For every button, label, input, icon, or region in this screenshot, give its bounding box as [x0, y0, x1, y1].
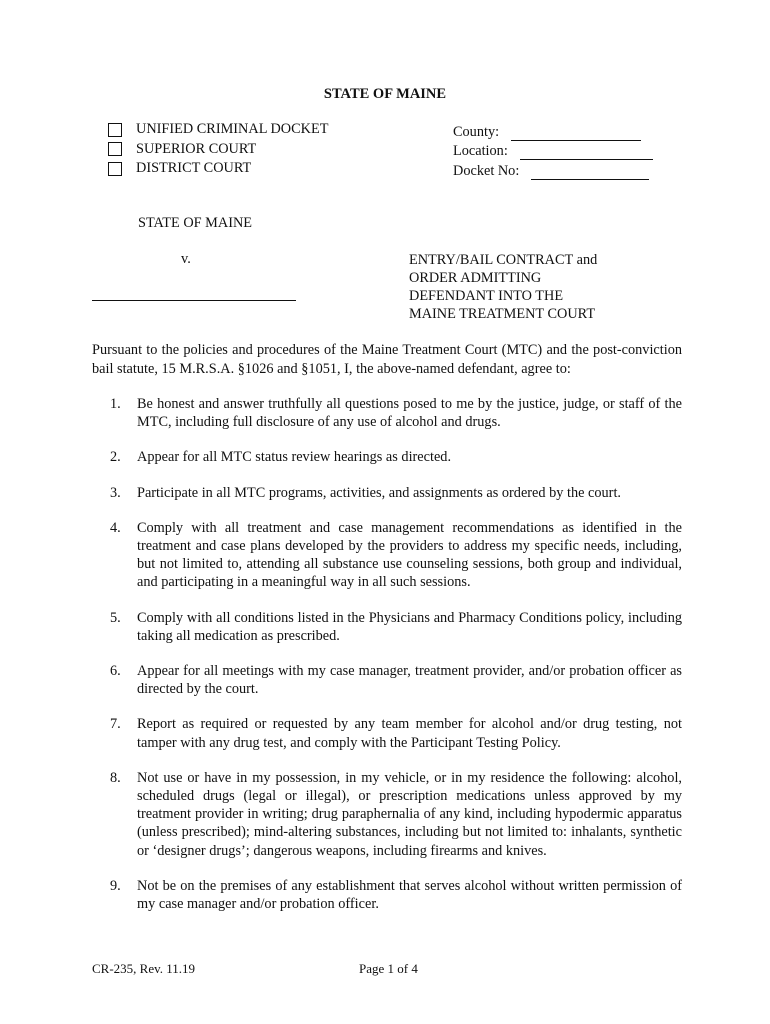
page-number: Page 1 of 4 — [359, 961, 418, 976]
list-item — [110, 769, 682, 860]
superior-court-checkbox[interactable] — [108, 142, 122, 156]
document-header-title: STATE OF MAINE — [323, 86, 447, 102]
list-item-text: Be honest and answer truthfully all questions posed to me by the justice, judge, or staff of the MTC, including full disclosure of any use of alcohol and drugs. — [137, 396, 682, 431]
document-title-line: ENTRY/BAIL CONTRACT and — [409, 252, 598, 268]
list-item-number: 3. — [110, 484, 121, 501]
list-item — [110, 448, 682, 466]
docket-number-field[interactable] — [531, 166, 649, 180]
list-item-number: 5. — [110, 609, 121, 626]
list-item-text: Participate in all MTC programs, activities, and assignments as ordered by the court. — [137, 484, 621, 501]
plaintiff-name: STATE OF MAINE — [138, 215, 253, 231]
conditions-list — [110, 395, 682, 913]
list-item — [110, 877, 682, 913]
list-item-number: 6. — [110, 663, 121, 680]
county-field-row — [453, 121, 653, 141]
list-item — [110, 715, 682, 751]
form-id: CR-235, Rev. 11.19 — [92, 961, 196, 976]
list-item — [110, 395, 682, 431]
list-item — [110, 519, 682, 592]
court-option-label: SUPERIOR COURT — [136, 140, 257, 157]
list-item-text: Not use or have in my possession, in my vehicle, or in my residence the following: alcohol, scheduled drugs (legal or illegal), or prescription medications unless approved by my treatment provider in writing; drug paraphernalia of any kind, including hypodermic apparatus (unless prescribed); mind-altering substances, including but not limited to: inhalants, synthetic or ‘designer drugs’; dangerous weapons, including firearms and knives. — [137, 769, 682, 859]
list-item — [110, 484, 682, 502]
list-item-number: 1. — [110, 396, 121, 412]
intro-paragraph: Pursuant to the policies and procedures of the Maine Treatment Court (MTC) and the post-conviction bail statute, 15 M.R.S.A. §1026 and §1051, I, the above-named defendant, agree to: — [92, 342, 682, 377]
docket-label: Docket No: — [453, 162, 520, 179]
list-item-number: 9. — [110, 877, 121, 894]
list-item-number: 7. — [110, 716, 121, 733]
court-option-label: UNIFIED CRIMINAL DOCKET — [136, 121, 329, 138]
court-option-district[interactable] — [108, 159, 328, 179]
court-option-label: DISTRICT COURT — [136, 160, 252, 177]
list-item — [110, 609, 682, 645]
location-field[interactable] — [520, 146, 653, 160]
case-fields — [453, 121, 653, 180]
list-item-text: Comply with all conditions listed in the Physicians and Pharmacy Conditions policy, including taking all medication as prescribed. — [137, 609, 682, 644]
list-item-text: Appear for all MTC status review hearings as directed. — [137, 449, 452, 466]
docket-field-row — [453, 160, 653, 180]
district-court-checkbox[interactable] — [108, 162, 122, 176]
court-selection — [108, 120, 328, 179]
versus-label: v. — [181, 251, 191, 267]
list-item-text: Not be on the premises of any establishment that serves alcohol without written permission of my case manager and/or probation officer. — [137, 877, 682, 913]
list-item — [110, 662, 682, 698]
list-item-number: 4. — [110, 519, 121, 536]
defendant-name-line[interactable] — [92, 300, 296, 301]
document-title — [409, 251, 597, 323]
document-title-line: ORDER ADMITTING — [409, 270, 542, 286]
list-item-number: 8. — [110, 769, 121, 786]
county-label: County: — [453, 123, 500, 140]
list-item-text: Comply with all treatment and case management recommendations as identified in the treatment and case plans developed by the providers to address my specific needs, including, but not limited to, attending all substance use counseling sessions, both group and individual, and participating in a meaningful way in all such sessions. — [137, 519, 682, 591]
court-option-superior[interactable] — [108, 140, 328, 160]
list-item-text: Report as required or requested by any team member for alcohol and/or drug testing, not tamper with any drug test, and comply with the Participant Testing Policy. — [137, 716, 682, 751]
county-field[interactable] — [511, 127, 641, 141]
list-item-number: 2. — [110, 449, 121, 466]
location-field-row — [453, 141, 653, 161]
document-title-line: DEFENDANT INTO THE — [409, 288, 564, 304]
list-item-text: Appear for all meetings with my case manager, treatment provider, and/or probation officer as directed by the court. — [137, 663, 682, 698]
unified-criminal-docket-checkbox[interactable] — [108, 123, 122, 137]
document-title-line: MAINE TREATMENT COURT — [409, 306, 596, 322]
court-option-unified[interactable] — [108, 120, 328, 140]
location-label: Location: — [453, 143, 508, 159]
